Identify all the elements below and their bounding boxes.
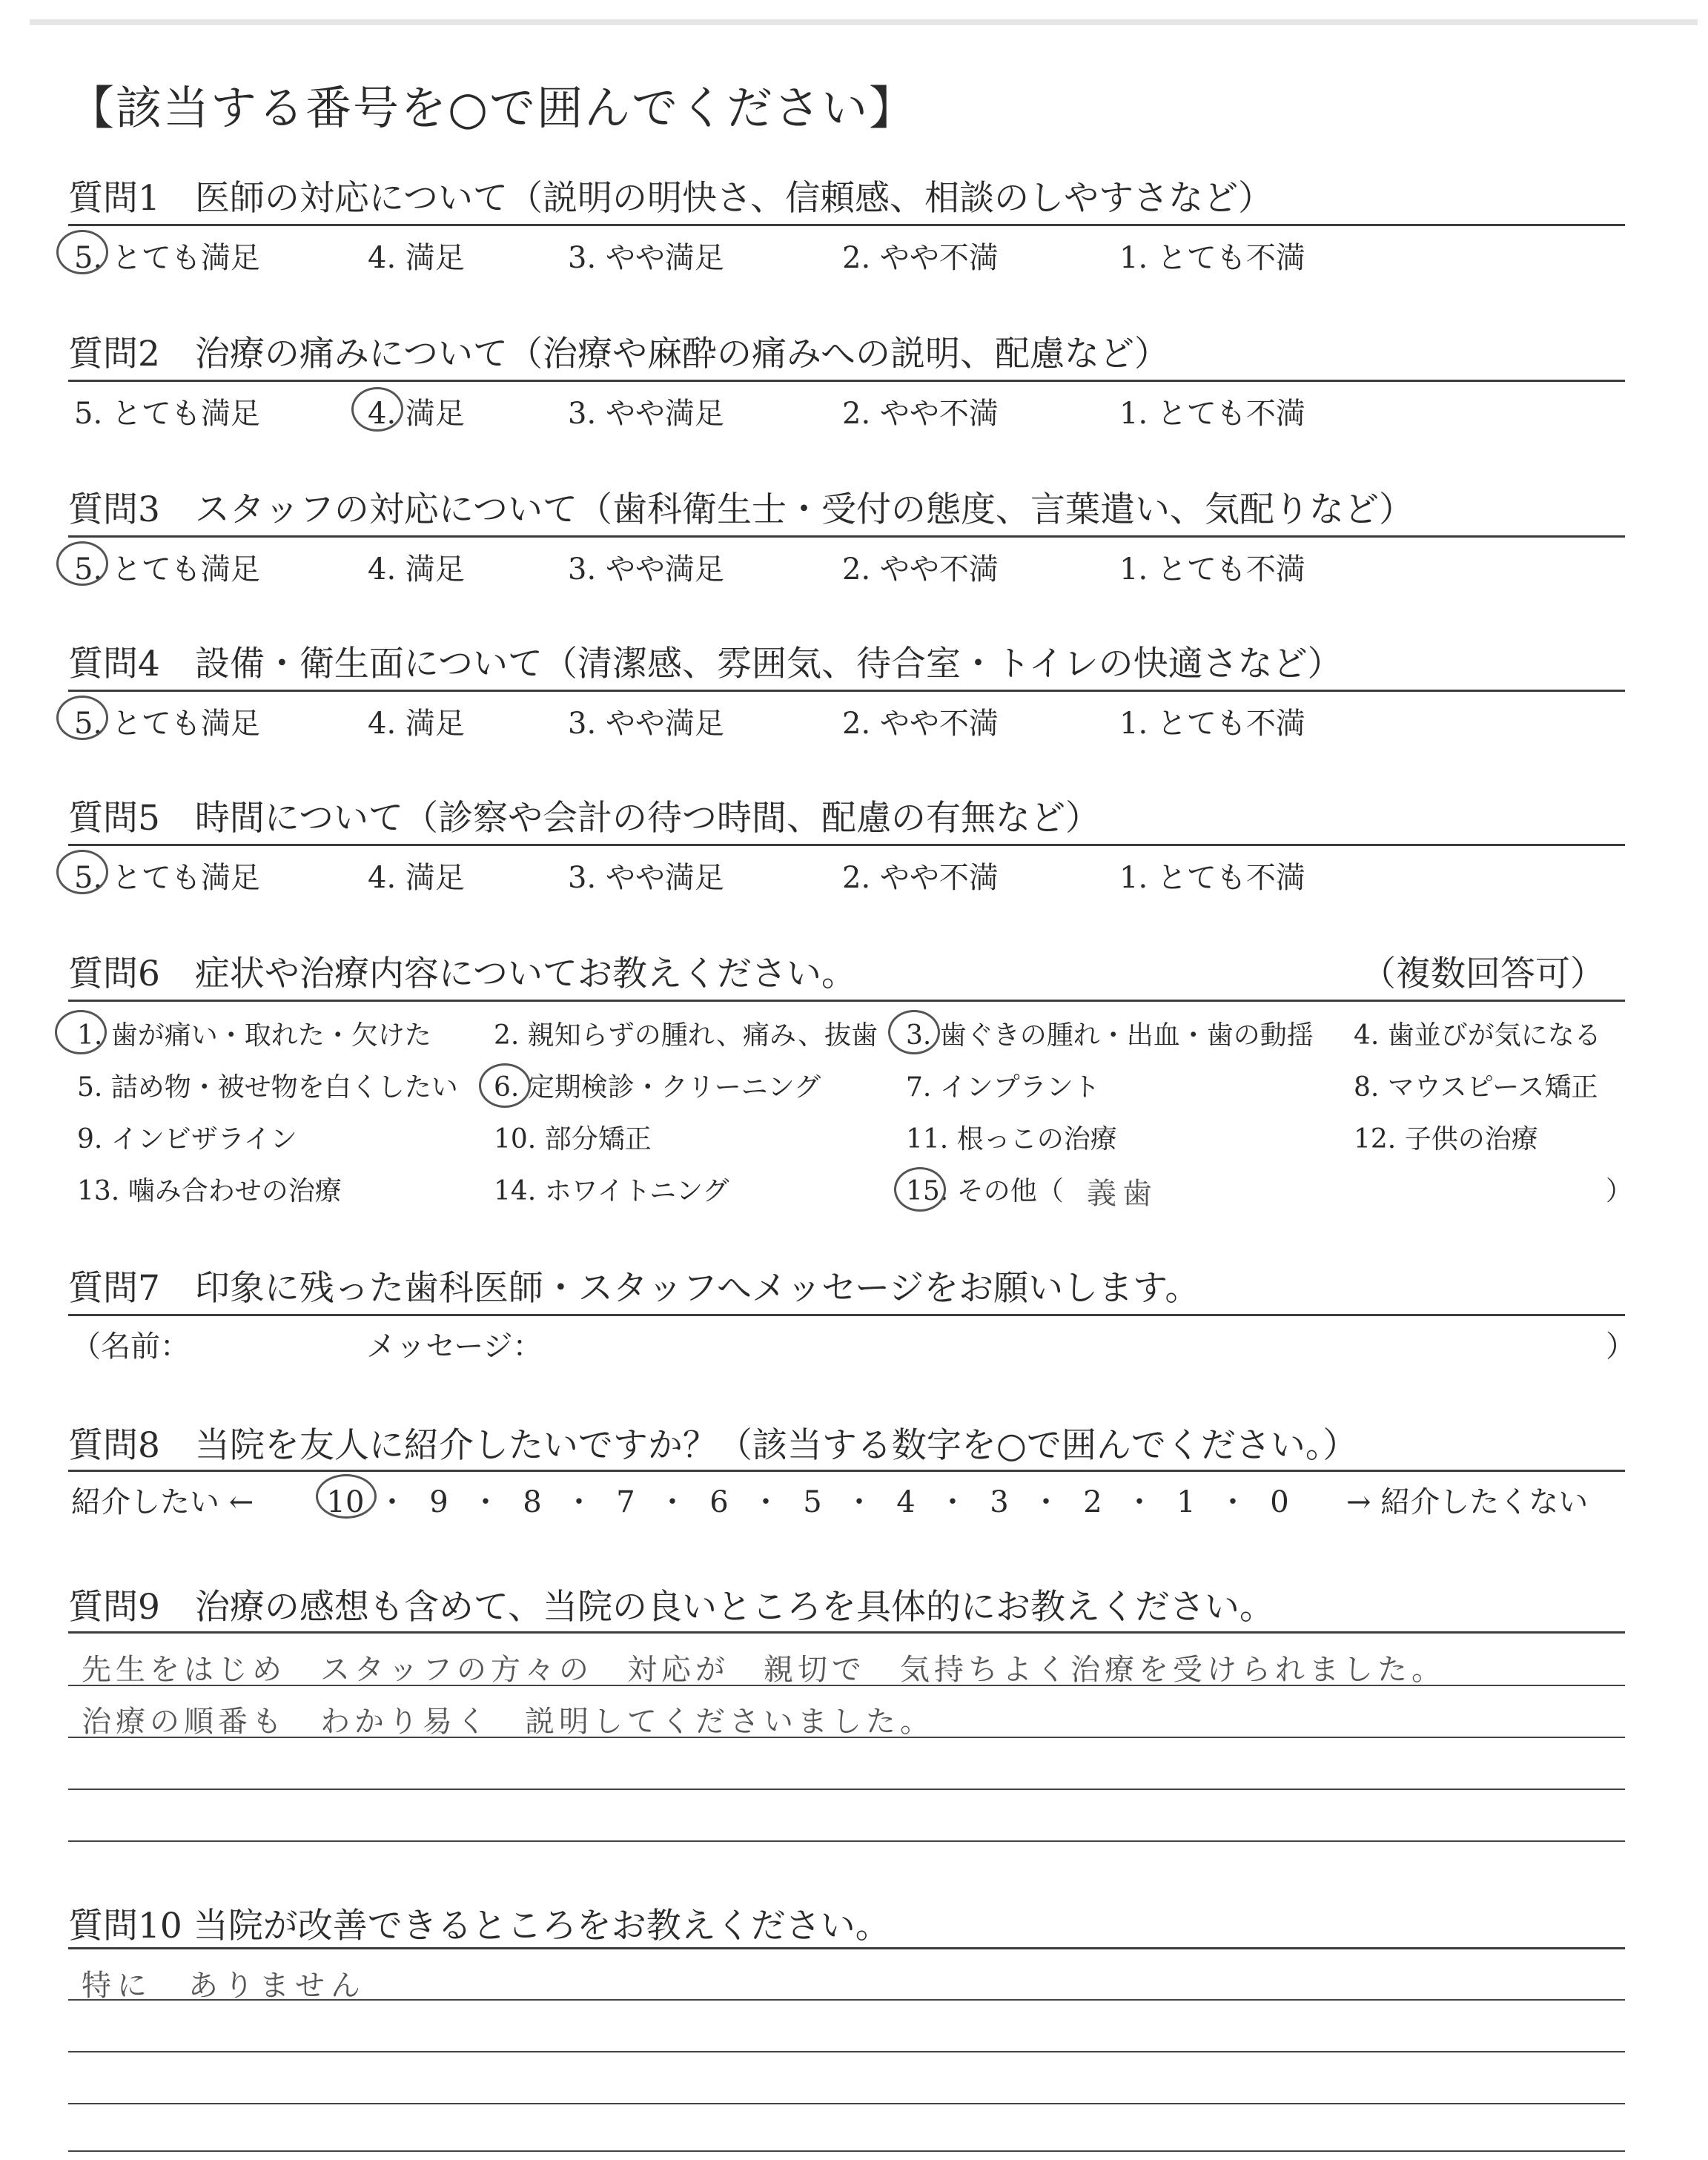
q10-handwritten-answer: 特に ありません [82,1969,366,2003]
q4-option-3: 3. やや満足 [568,707,724,741]
scale-separator: ・ [751,1485,781,1519]
scale-separator: ・ [1218,1485,1248,1519]
q2-option-3: 3. やや満足 [568,397,724,431]
q6-option-2: 2. 親知らずの腫れ、痛み、抜歯 [494,1020,878,1051]
rule [68,1314,1625,1316]
scale-separator: ・ [658,1485,687,1519]
q4-option-5: 5. とても満足 [74,707,260,741]
scale-separator: ・ [844,1485,874,1519]
scale-separator: ・ [471,1485,500,1519]
q1-option-1: 1. とても不満 [1119,241,1305,275]
rule [68,535,1625,538]
selected-circle-mark [894,1167,946,1212]
rule [68,690,1625,692]
question-8-title: 質問8 当院を友人に紹介したいですか？（該当する数字を○で囲んでください。） [68,1425,1358,1466]
q6-option-5: 5. 詰め物・被せ物を白くしたい [77,1072,458,1103]
question-6-title: 質問6 症状や治療内容についてお教えください。 [68,954,856,994]
rule [68,1631,1625,1634]
scale-value: 2 [1083,1485,1102,1519]
question-9-title: 質問9 治療の感想も含めて、当院の良いところを具体的にお教えください。 [68,1587,1274,1628]
scale-value: 8 [523,1485,542,1519]
question-4-title: 質問4 設備・衛生面について（清潔感、雰囲気、待合室・トイレの快適さなど） [68,644,1343,684]
scale-value: 7 [616,1485,635,1519]
q1-option-4: 4. 満足 [368,241,465,275]
q3-option-4: 4. 満足 [368,552,465,587]
q9-handwritten-answer-line-2: 治療の順番も わかり易く 説明してくださいました。 [82,1705,934,1739]
q2-option-2: 2. やや不満 [842,397,999,431]
scale-separator: ・ [377,1485,407,1519]
q6-option-6: 6. 定期検診・クリーニング [494,1072,821,1103]
rule [68,1947,1625,1949]
scale-separator: ・ [564,1485,594,1519]
form-instruction: 【該当する番号を○で囲んでください】 [68,81,917,135]
q6-option-7: 7. インプラント [906,1072,1100,1103]
q3-option-2: 2. やや不満 [842,552,999,587]
answer-line [68,2051,1625,2052]
q6-option-1: 1. 歯が痛い・取れた・欠けた [77,1020,431,1051]
q6-option-15: 15. その他（ [906,1176,1064,1206]
selected-circle-mark [479,1063,531,1108]
rule [68,1470,1625,1472]
q6-option-11: 11. 根っこの治療 [906,1124,1117,1155]
recommend-scale [326,1479,1334,1521]
q2-option-1: 1. とても不満 [1119,397,1305,431]
q5-option-5: 5. とても満足 [74,861,260,895]
question-2-title: 質問2 治療の痛みについて（治療や麻酔の痛みへの説明、配慮など） [68,334,1170,374]
q3-option-1: 1. とても不満 [1119,552,1305,587]
closing-paren: ） [1606,1176,1633,1206]
question-10-title: 質問10 当院が改善できるところをお教えください。 [68,1906,890,1946]
message-label: メッセージ： [366,1330,543,1364]
recommend-scale-right-label: → 紹介したくない [1346,1485,1589,1519]
answer-line [68,2150,1625,2152]
scale-value: 1 [1176,1485,1196,1519]
rule [68,380,1625,382]
scale-value: 3 [990,1485,1009,1519]
scan-edge [30,19,1698,25]
answer-line [68,1789,1625,1790]
question-1-title: 質問1 医師の対応について（説明の明快さ、信頼感、相談のしやすさなど） [68,178,1274,219]
selected-circle-mark [351,387,403,432]
question-5-title: 質問5 時間について（診察や会計の待つ時間、配慮の有無など） [68,798,1100,839]
q6-option-13: 13. 噛み合わせの治療 [77,1176,342,1206]
q6-option-8: 8. マウスピース矯正 [1354,1072,1598,1103]
q4-option-4: 4. 満足 [368,707,465,741]
scale-value: 0 [1270,1485,1289,1519]
q6-option-9: 9. インビザライン [77,1124,297,1155]
q6-option-14: 14. ホワイトニング [494,1176,729,1206]
q3-option-5: 5. とても満足 [74,552,260,587]
q4-option-1: 1. とても不満 [1119,707,1305,741]
q1-option-3: 3. やや満足 [568,241,724,275]
question-3-title: 質問3 スタッフの対応について（歯科衛生士・受付の態度、言葉遣い、気配りなど） [68,489,1414,530]
q9-handwritten-answer-line-1: 先生をはじめ スタッフの方々の 対応が 親切で 気持ちよく治療を受けられました。 [82,1653,1446,1687]
scale-value: 4 [896,1485,916,1519]
q6-option-4: 4. 歯並びが気になる [1354,1020,1601,1051]
scale-value: 10 [326,1485,365,1519]
scale-value: 9 [429,1485,448,1519]
selected-circle-mark [888,1010,940,1054]
selected-circle-mark [316,1474,377,1519]
q5-option-3: 3. やや満足 [568,861,724,895]
q3-option-3: 3. やや満足 [568,552,724,587]
q6-option-10: 10. 部分矯正 [494,1124,652,1155]
selected-circle-mark [56,850,108,894]
name-label: （名前： [71,1330,190,1364]
q5-option-2: 2. やや不満 [842,861,999,895]
question-7-title: 質問7 印象に残った歯科医師・スタッフへメッセージをお願いします。 [68,1268,1200,1309]
scale-separator: ・ [1031,1485,1061,1519]
closing-paren: ） [1606,1330,1635,1364]
scale-separator: ・ [1125,1485,1154,1519]
scale-value: 5 [803,1485,822,1519]
q6-other-handwritten-answer: 義歯 [1087,1177,1158,1211]
q2-option-4: 4. 満足 [368,397,465,431]
selected-circle-mark [56,230,108,274]
selected-circle-mark [55,1010,107,1054]
rule [68,224,1625,226]
recommend-scale-left-label: 紹介したい ← [71,1485,254,1519]
q5-option-1: 1. とても不満 [1119,861,1305,895]
q2-option-5: 5. とても満足 [74,397,260,431]
answer-line [68,1840,1625,1842]
answer-line [68,2103,1625,2104]
scale-separator: ・ [938,1485,967,1519]
q6-option-12: 12. 子供の治療 [1354,1124,1538,1155]
q1-option-2: 2. やや不満 [842,241,999,275]
rule [68,1000,1625,1002]
selected-circle-mark [56,541,108,586]
rule [68,844,1625,846]
scale-value: 6 [709,1485,729,1519]
q4-option-2: 2. やや不満 [842,707,999,741]
multiple-answers-note: （複数回答可） [1361,954,1605,994]
selected-circle-mark [56,696,108,740]
q5-option-4: 4. 満足 [368,861,465,895]
q1-option-5: 5. とても満足 [74,241,260,275]
q6-option-3: 3. 歯ぐきの腫れ・出血・歯の動揺 [906,1020,1314,1051]
